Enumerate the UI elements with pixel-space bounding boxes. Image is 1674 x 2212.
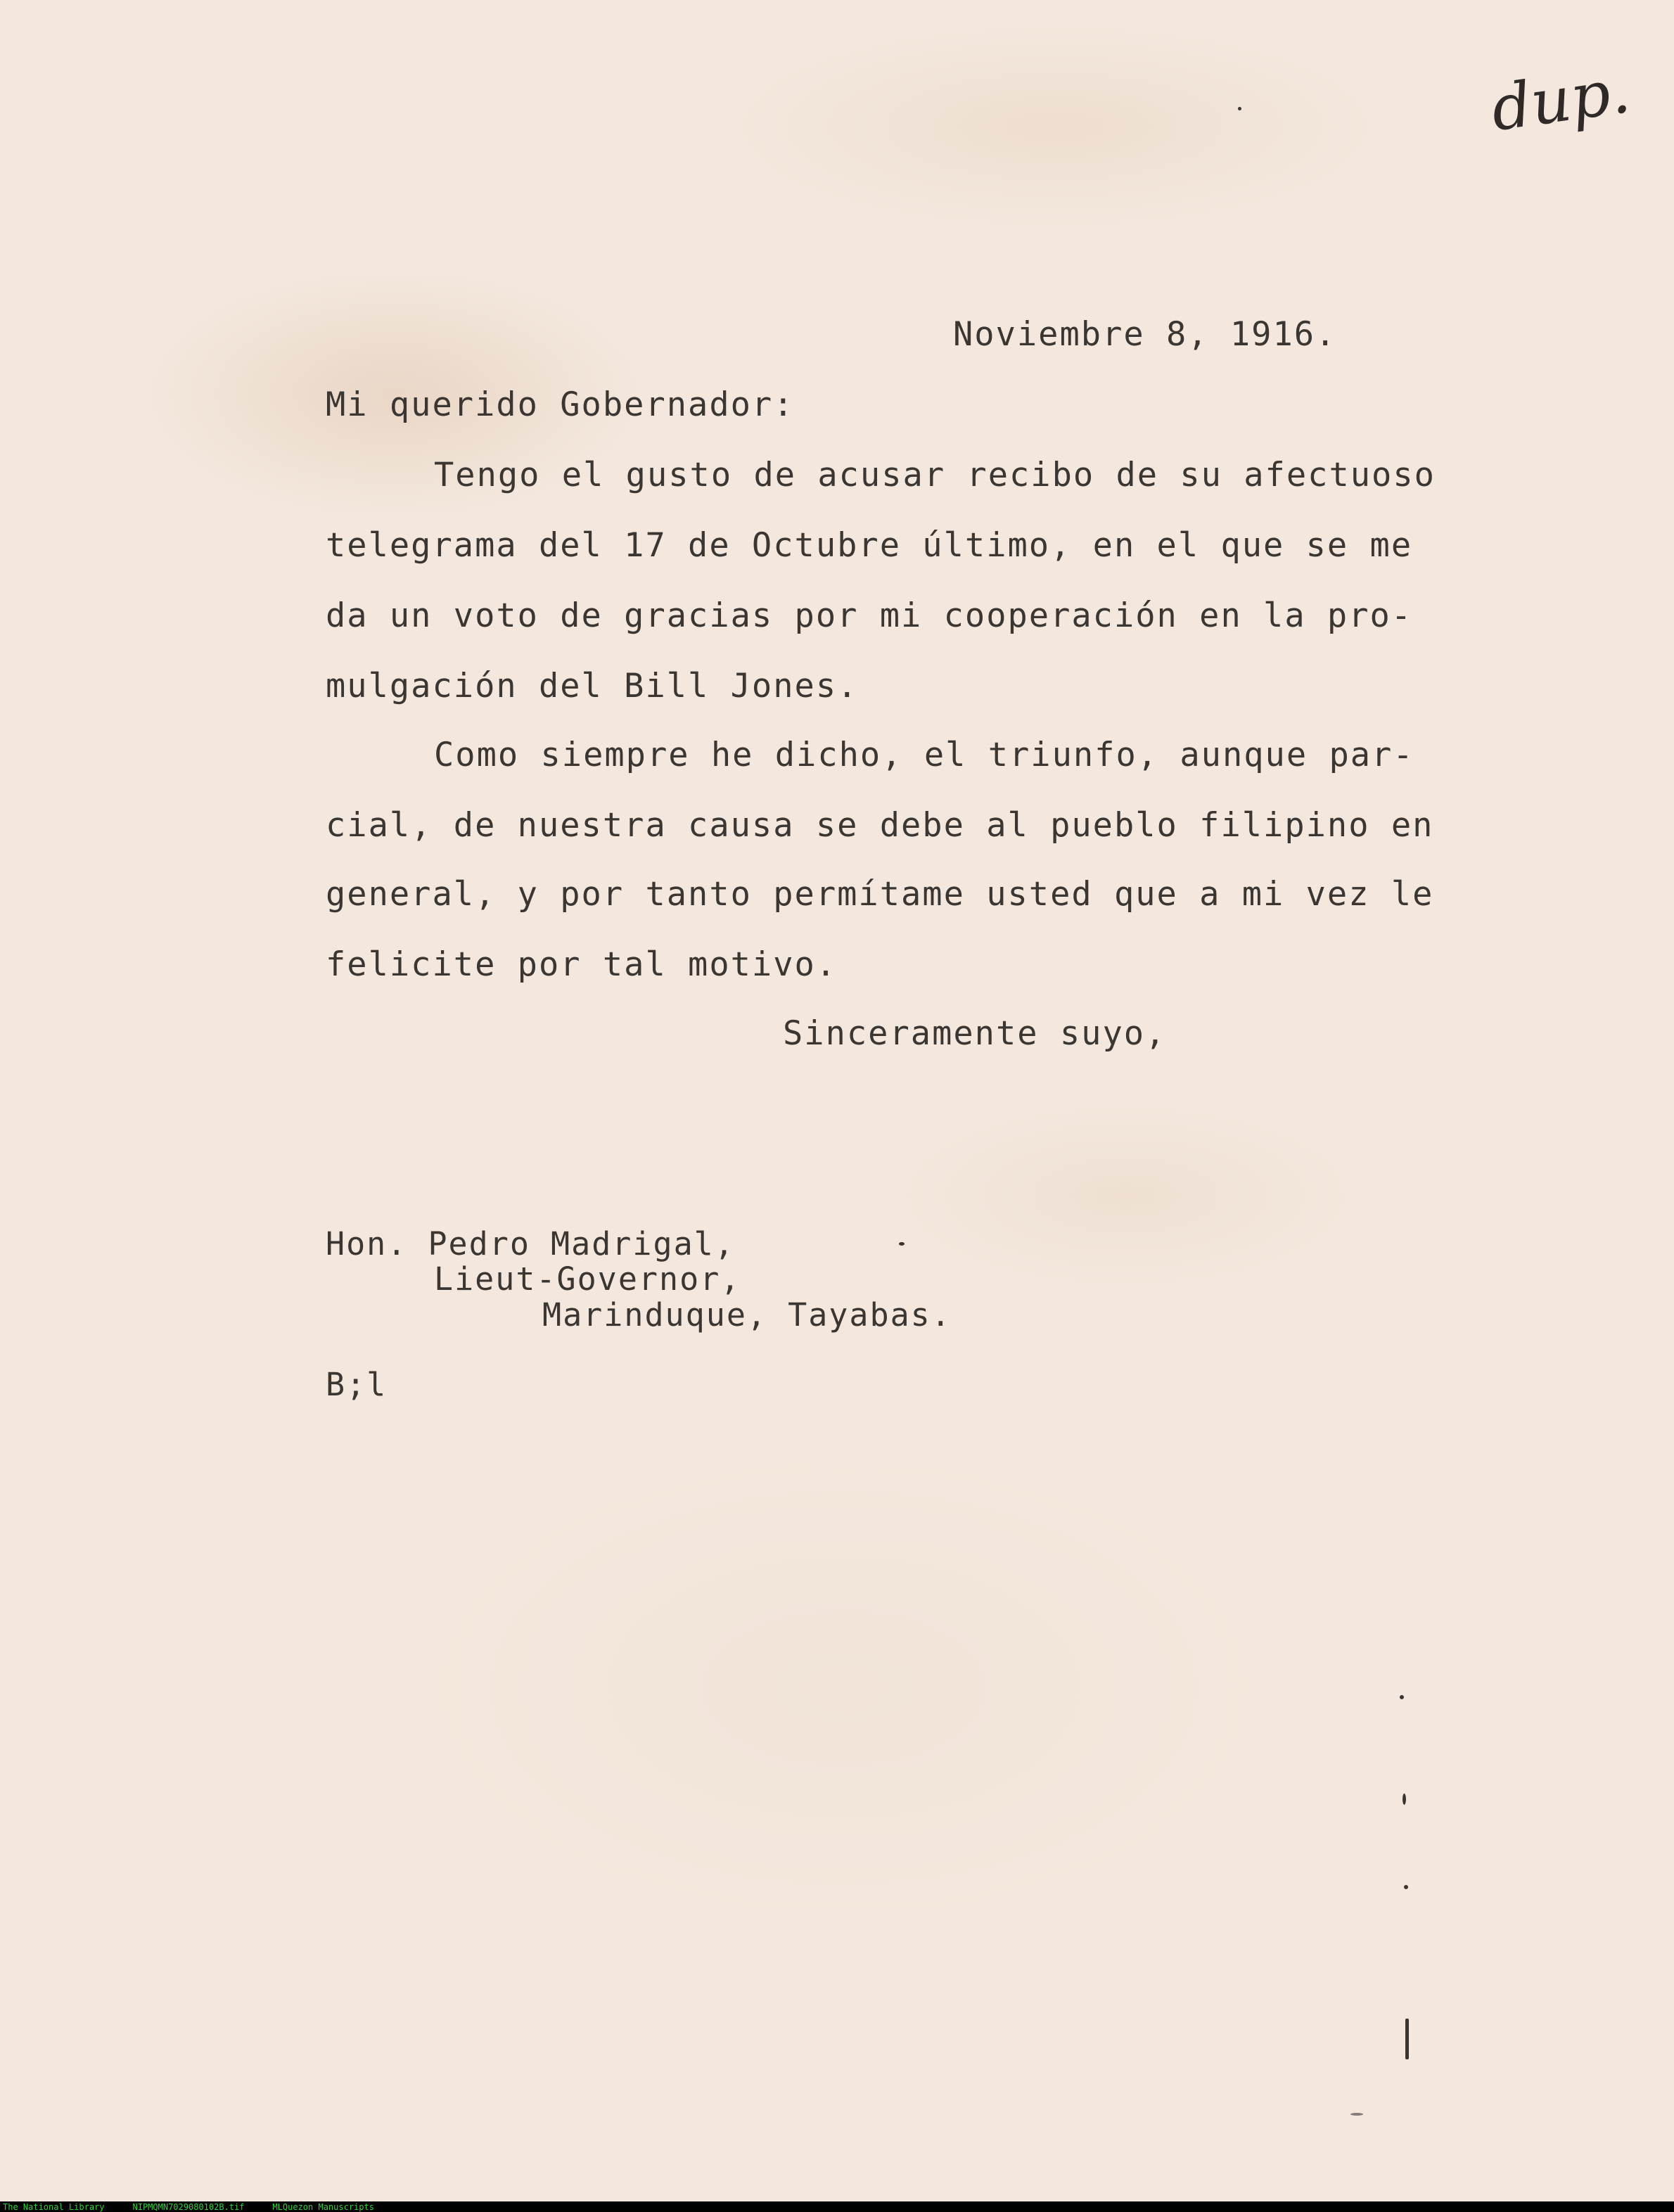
- paragraph2-line1: Como siempre he dicho, el triunfo, aunque par-: [434, 736, 1414, 774]
- ink-speck: [1405, 2019, 1409, 2059]
- salutation: Mi querido Gobernador:: [326, 385, 795, 424]
- footer-file: NIPMQMN7029080102B.tif: [132, 2201, 245, 2212]
- closing: Sinceramente suyo,: [783, 1014, 1167, 1053]
- paragraph1-line1: Tengo el gusto de acusar recibo de su afectuoso: [434, 456, 1436, 494]
- paragraph1-line3: da un voto de gracias por mi cooperación en la pro-: [326, 596, 1413, 635]
- footer-collection: MLQuezon Manuscripts: [272, 2201, 374, 2212]
- ink-speck: [1404, 1885, 1408, 1889]
- ink-speck: [1350, 2113, 1363, 2116]
- addressee-location: Marinduque, Tayabas.: [542, 1296, 952, 1334]
- addressee-name: Hon. Pedro Madrigal,: [326, 1225, 735, 1262]
- paragraph1-line4: mulgación del Bill Jones.: [326, 667, 859, 705]
- handwritten-annotation: dup.: [1486, 53, 1635, 146]
- addressee-title: Lieut-Governor,: [434, 1260, 741, 1298]
- ink-speck: [1403, 1794, 1406, 1805]
- ink-speck: [899, 1242, 905, 1246]
- paragraph2-line2: cial, de nuestra causa se debe al pueblo filipino en: [326, 806, 1434, 845]
- ink-speck: [1400, 1695, 1404, 1699]
- letter-date: Noviembre 8, 1916.: [953, 315, 1337, 354]
- paragraph1-line2: telegrama del 17 de Octubre último, en el que se me: [326, 526, 1413, 565]
- ink-speck: [1238, 107, 1241, 110]
- paragraph2-line4: felicite por tal motivo.: [326, 945, 838, 984]
- scan-footer: [0, 2201, 1674, 2212]
- typist-initials: B;l: [326, 1366, 388, 1403]
- paragraph2-line3: general, y por tanto permítame usted que a mi vez le: [326, 875, 1434, 914]
- footer-library: The National Library: [3, 2201, 105, 2212]
